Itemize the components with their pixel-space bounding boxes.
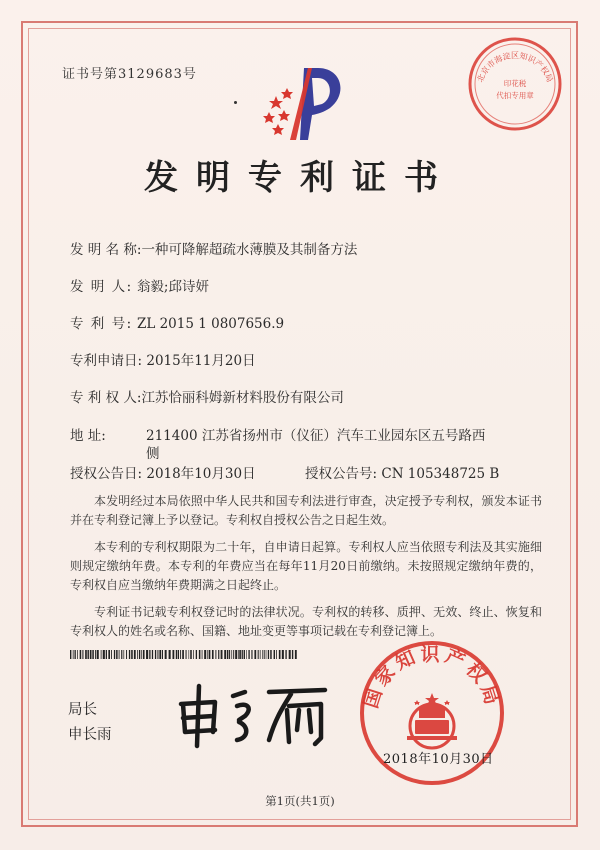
barcode-bar <box>224 650 226 659</box>
grant-date-row <box>70 462 256 482</box>
certificate-body <box>70 492 542 649</box>
barcode-bar <box>227 650 228 659</box>
barcode-bar <box>207 650 208 659</box>
address-label: 地 址: <box>70 428 106 444</box>
barcode-bar <box>244 650 245 659</box>
barcode-bar <box>202 650 203 659</box>
barcode-bar <box>121 650 122 659</box>
barcode-bar <box>92 650 94 659</box>
barcode-bar <box>131 650 133 659</box>
barcode-bar <box>238 650 239 659</box>
grant-date-label: 授权公告日: <box>70 466 143 482</box>
patentee-value: 江苏恰丽科姆新材料股份有限公司 <box>141 390 344 406</box>
director-title: 局长 <box>68 702 97 718</box>
invention-name-row <box>70 238 357 258</box>
barcode-bar <box>270 650 271 659</box>
grant-date-value: 2018年10月30日 <box>146 466 256 482</box>
barcode-bar <box>276 650 277 659</box>
certificate-number: 证书号第3129683号 <box>62 67 197 82</box>
seal-date: 2018年10月30日 <box>383 752 494 767</box>
barcode-bar <box>239 650 241 659</box>
barcode-bar <box>254 650 256 659</box>
director-name: 申长雨 <box>68 727 112 743</box>
barcode-bar <box>182 650 184 659</box>
barcode-bar <box>77 650 78 659</box>
body-paragraph-3: 专利证书记载专利权登记时的法律状况。专利权的转移、质押、无效、终止、恢复和专利权人的姓名或名称、国籍、地址变更等事项记载在专利登记簿上。 <box>70 605 542 638</box>
barcode-bar <box>137 650 138 659</box>
barcode-bar <box>178 650 179 659</box>
barcode-bar <box>190 650 192 659</box>
barcode-bar <box>70 650 71 659</box>
barcode-bar <box>103 650 105 659</box>
barcode-bar <box>258 650 259 659</box>
invention-name-label: 发 明 名 称: <box>70 242 142 258</box>
barcode-bar <box>279 650 281 659</box>
barcode-bar <box>123 650 124 659</box>
barcode-bar <box>95 650 96 659</box>
grant-pub-label: 授权公告号: <box>305 466 378 482</box>
barcode-bar <box>126 650 127 659</box>
body-paragraph-1: 本发明经过本局依照中华人民共和国专利法进行审查，决定授予专利权，颁发本证书并在专利登记簿上予以登记。专利权自授权公告之日起生效。 <box>70 494 542 527</box>
barcode-bar <box>134 650 136 659</box>
barcode <box>70 650 298 659</box>
barcode-bar <box>285 650 286 659</box>
invention-name-value: 一种可降解超疏水薄膜及其制备方法 <box>141 242 358 258</box>
barcode-bar <box>97 650 99 659</box>
filing-date-row <box>70 349 256 369</box>
barcode-bar <box>295 650 297 659</box>
address-row <box>70 424 485 444</box>
patent-number-value: ZL 2015 1 0807656.9 <box>136 316 285 332</box>
barcode-bar <box>268 650 269 659</box>
barcode-bar <box>159 650 161 659</box>
barcode-bar <box>246 650 247 659</box>
filing-date-label: 专利申请日: <box>70 353 143 369</box>
barcode-bar <box>85 650 87 659</box>
inventor-row <box>70 275 209 295</box>
body-paragraph-2: 本专利的专利权期限为二十年，自申请日起算。专利权人应当依照专利法及其实施细则规定缴纳年费。本专利的年费应当在每年11月20日前缴纳。未按照规定缴纳年费的，专利权自应当缴纳年费期满之日起终止。 <box>70 540 542 592</box>
barcode-bar <box>143 650 145 659</box>
svg-text:国家知识产权局: 国家知识产权局 <box>359 643 505 711</box>
barcode-bar <box>82 650 83 659</box>
grant-pub-value: CN 105348725 B <box>381 466 500 482</box>
barcode-bar <box>111 650 112 659</box>
barcode-bar <box>141 650 142 659</box>
barcode-bar <box>75 650 76 659</box>
certificate-title: 发明专利证书 <box>144 158 456 198</box>
page-number: 第1页(共1页) <box>265 794 335 808</box>
barcode-bar <box>90 650 92 659</box>
barcode-bar <box>292 650 293 659</box>
barcode-bar <box>180 650 181 659</box>
barcode-bar <box>176 650 177 659</box>
barcode-bar <box>260 650 261 659</box>
barcode-bar <box>186 650 187 659</box>
barcode-bar <box>199 650 201 659</box>
patent-number-row <box>70 312 284 332</box>
barcode-bar <box>209 650 211 659</box>
barcode-bar <box>157 650 158 659</box>
barcode-bar <box>212 650 214 659</box>
barcode-bar <box>189 650 190 659</box>
address-line1: 211400 江苏省扬州市（仪征）汽车工业园东区五号路西 <box>146 428 486 444</box>
address-line2: 侧 <box>146 446 160 462</box>
tax-seal-stamp <box>465 34 565 134</box>
barcode-bar <box>139 650 140 659</box>
barcode-bar <box>274 650 275 659</box>
barcode-bar <box>229 650 230 659</box>
barcode-bar <box>155 650 156 659</box>
barcode-bar <box>116 650 117 659</box>
barcode-bar <box>169 650 171 659</box>
decorative-dot <box>234 101 237 104</box>
barcode-bar <box>146 650 148 659</box>
patentee-row <box>70 386 344 406</box>
barcode-bar <box>149 650 150 659</box>
barcode-bar <box>80 650 82 659</box>
barcode-bar <box>248 650 249 659</box>
barcode-bar <box>282 650 284 659</box>
barcode-bar <box>204 650 206 659</box>
filing-date-value: 2015年11月20日 <box>146 353 256 369</box>
barcode-bar <box>101 650 102 659</box>
barcode-bar <box>264 650 265 659</box>
barcode-bar <box>251 650 252 659</box>
svg-text:代扣专用章: 代扣专用章 <box>496 91 534 100</box>
barcode-bar <box>193 650 194 659</box>
barcode-bar <box>215 650 216 659</box>
svg-text:北京市海淀区知识产权局: 北京市海淀区知识产权局 <box>475 51 555 84</box>
grant-pub-row <box>305 462 499 482</box>
patentee-label: 专 利 权 人: <box>70 390 142 406</box>
barcode-bar <box>165 650 167 659</box>
barcode-bar <box>218 650 219 659</box>
barcode-bar <box>114 650 115 659</box>
patent-number-label: 专 利 号: <box>70 316 133 332</box>
barcode-bar <box>262 650 263 659</box>
barcode-bar <box>233 650 234 659</box>
inventor-value: 翁毅;邱诗妍 <box>136 279 209 295</box>
barcode-bar <box>289 650 291 659</box>
barcode-bar <box>152 650 153 659</box>
barcode-bar <box>266 650 267 659</box>
barcode-bar <box>88 650 89 659</box>
barcode-bar <box>73 650 74 659</box>
director-signature <box>175 680 335 750</box>
barcode-bar <box>231 650 232 659</box>
barcode-bar <box>129 650 130 659</box>
barcode-bar <box>172 650 174 659</box>
svg-text:印花税: 印花税 <box>503 79 527 88</box>
barcode-bar <box>242 650 243 659</box>
sipo-logo <box>256 60 356 145</box>
barcode-bar <box>220 650 221 659</box>
barcode-bar <box>235 650 237 659</box>
inventor-label: 发 明 人: <box>70 279 133 295</box>
barcode-bar <box>119 650 120 659</box>
barcode-bar <box>108 650 110 659</box>
barcode-bar <box>196 650 197 659</box>
barcode-bar <box>221 650 222 659</box>
barcode-bar <box>106 650 107 659</box>
barcode-bar <box>162 650 163 659</box>
